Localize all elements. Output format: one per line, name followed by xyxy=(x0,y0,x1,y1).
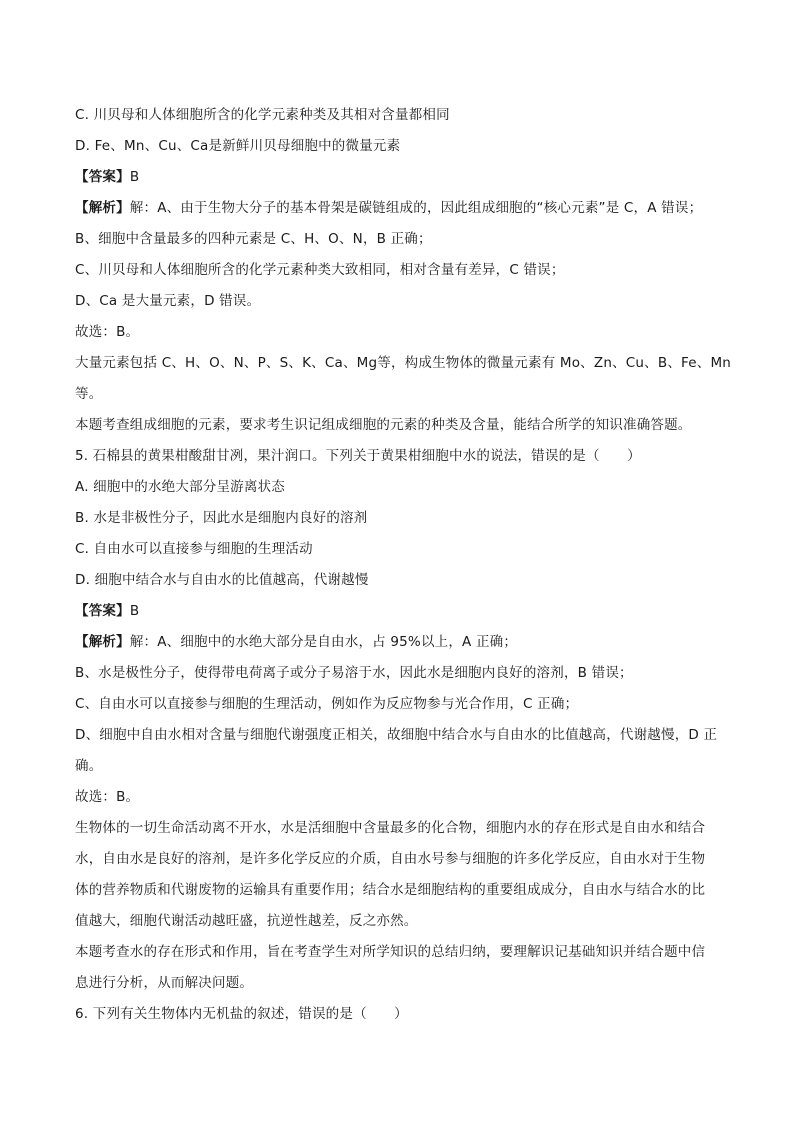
q5-analysis-line-4: 确。 xyxy=(75,758,103,774)
analysis-text: 解：A、细胞中的水绝大部分是自由水，占 95%以上，A 正确； xyxy=(129,634,518,650)
q5-option-b: B. 水是非极性分子，因此水是细胞内良好的溶剂 xyxy=(75,510,368,526)
q6-stem: 6. 下列有关生物体内无机盐的叙述，错误的是（ ） xyxy=(75,1006,408,1022)
q5-analysis-line-11: 息进行分析，从而解决问题。 xyxy=(75,975,254,991)
q4-analysis-line-6: 等。 xyxy=(75,386,103,402)
q5-answer xyxy=(75,596,735,627)
q5-analysis-line-2: C、自由水可以直接参与细胞的生理活动，例如作为反应物参与光合作用，C 正确； xyxy=(75,696,579,712)
q5-stem: 5. 石棉县的黄果柑酸甜甘冽，果汁润口。下列关于黄果柑细胞中水的说法，错误的是（ ） xyxy=(75,448,641,464)
q5-analysis-line-7: 水，自由水是良好的溶剂，是许多化学反应的介质，自由水号参与细胞的许多化学反应，自由水对于生物 xyxy=(75,851,706,867)
q4-analysis-line-0 xyxy=(75,193,735,224)
answer-tag: 【答案】 xyxy=(75,169,130,185)
q5-analysis-line-1: B、水是极性分子，使得带电荷离子或分子易溶于水，因此水是细胞内良好的溶剂，B 错误； xyxy=(75,665,633,681)
analysis-text: 解：A、由于生物大分子的基本骨架是碳链组成的，因此组成细胞的“核心元素”是 C，A 错误； xyxy=(129,200,703,216)
q5-option-c: C. 自由水可以直接参与细胞的生理活动 xyxy=(75,541,313,557)
q4-analysis-line-5: 大量元素包括 C、H、O、N、P、S、K、Ca、Mg等，构成生物体的微量元素有 Mo、Zn、Cu、B、Fe、Mn xyxy=(75,355,732,371)
q4-answer xyxy=(75,162,735,193)
q5-analysis-line-9: 值越大，细胞代谢活动越旺盛，抗逆性越差，反之亦然。 xyxy=(75,913,418,929)
answer-tag: 【答案】 xyxy=(75,603,130,619)
q4-analysis-line-2: C、川贝母和人体细胞所含的化学元素种类大致相同，相对含量有差异，C 错误； xyxy=(75,262,565,278)
q4-option-d: D. Fe、Mn、Cu、Ca是新鲜川贝母细胞中的微量元素 xyxy=(75,138,401,154)
answer-value: B xyxy=(129,603,140,619)
q5-analysis-line-6: 生物体的一切生命活动离不开水，水是活细胞中含量最多的化合物，细胞内水的存在形式是自由水和结合 xyxy=(75,820,706,836)
analysis-tag: 【解析】 xyxy=(75,634,130,650)
q5-analysis-line-0 xyxy=(75,627,735,658)
document-content xyxy=(75,100,735,1030)
answer-value: B xyxy=(129,169,140,185)
q4-analysis-line-7: 本题考查组成细胞的元素，要求考生识记组成细胞的元素的种类及含量，能结合所学的知识准确答题。 xyxy=(75,417,692,433)
q5-analysis-line-8: 体的营养物质和代谢废物的运输具有重要作用；结合水是细胞结构的重要组成成分，自由水与结合水的比 xyxy=(75,882,706,898)
q4-analysis-line-3: D、Ca 是大量元素，D 错误。 xyxy=(75,293,261,309)
q4-analysis-line-1: B、细胞中含量最多的四种元素是 C、H、O、N，B 正确； xyxy=(75,231,432,247)
q4-option-c: C. 川贝母和人体细胞所含的化学元素种类及其相对含量都相同 xyxy=(75,107,450,123)
q5-analysis-line-3: D、细胞中自由水相对含量与细胞代谢强度正相关，故细胞中结合水与自由水的比值越高，代谢越慢，D 正 xyxy=(75,727,718,743)
analysis-tag: 【解析】 xyxy=(75,200,130,216)
q5-analysis-line-10: 本题考查水的存在形式和作用，旨在考查学生对所学知识的总结归纳，要理解识记基础知识并结合题中信 xyxy=(75,944,706,960)
q5-option-d: D. 细胞中结合水与自由水的比值越高，代谢越慢 xyxy=(75,572,369,588)
q5-analysis-line-5: 故选：B。 xyxy=(75,789,140,805)
q5-option-a: A. 细胞中的水绝大部分呈游离状态 xyxy=(75,479,285,495)
q4-analysis-line-4: 故选：B。 xyxy=(75,324,140,340)
